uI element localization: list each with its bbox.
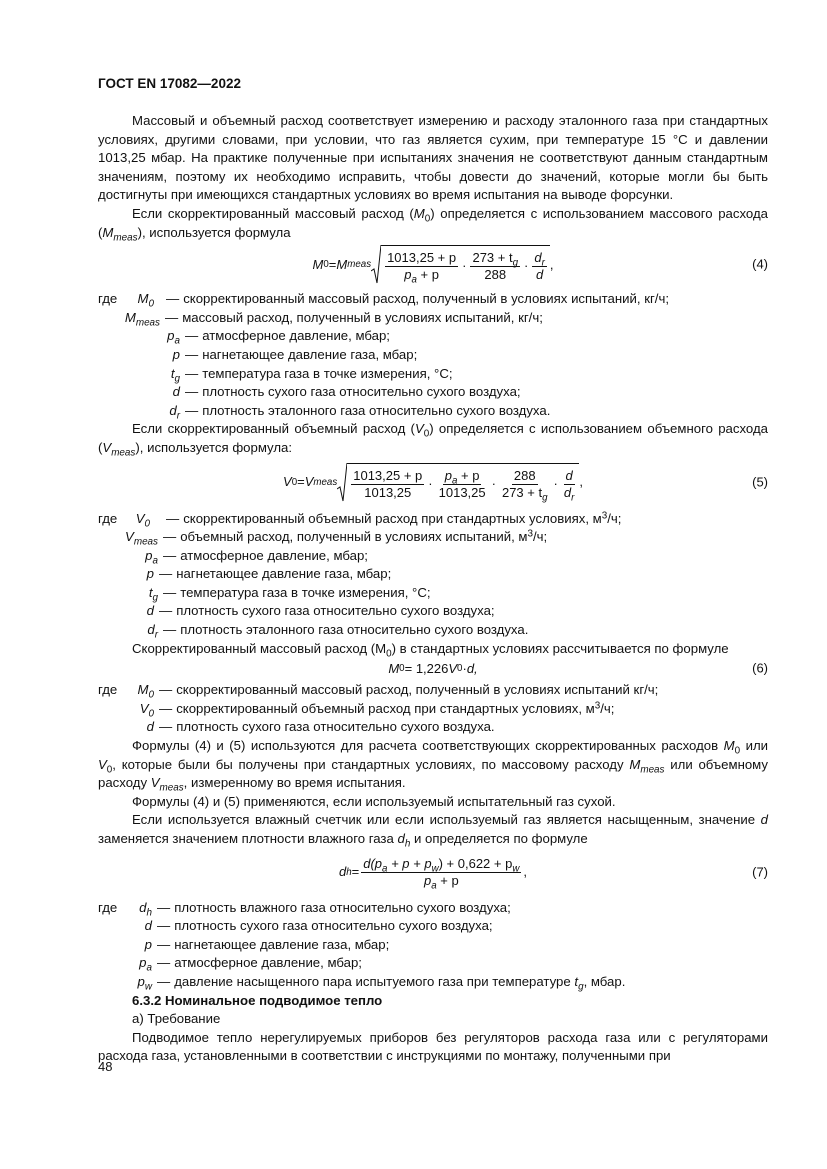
formula-6-number: (6) [752, 660, 768, 676]
definitions-formula-4 [98, 290, 768, 420]
definition-row: $p_a$ — атмосферное давление, мбар; [139, 955, 362, 974]
definition-row: p — нагнетающее давление газа, мбар; [144, 936, 390, 952]
definition-row: d — плотность сухого газа относительно сухого воздуха. [146, 719, 495, 735]
definition-row: $V_0$ — скорректированный объемный расход при стандартных условиях, $м^3/ч$; [139, 700, 615, 720]
paragraph-volume-flow-intro: Если скорректированный объемный расход $(V_0)$ определяется с использованием объемного расхода $(V_{meas})$, используется формула: [98, 421, 768, 459]
definition-row: где $M_0$ — скорректированный массовый расход, полученный в условиях испытаний кг/ч; [98, 682, 659, 701]
sqrt-sign-icon [337, 463, 347, 503]
definition-row: $d_r$ — плотность эталонного газа относительно сухого воздуха. [169, 402, 551, 422]
paragraph-formula-usage: Формулы (4) и (5) используются для расчета соответствующих скорректированных расходов $M_0$ или $V_0$, которые были бы получены при стандартных условиях, по массовому расходу $M_{meas}$ или объемному расходу $V_{meas}$, измеренному во время испытания. [98, 738, 769, 794]
definition-row: d — плотность сухого газа относительно сухого воздуха; [172, 384, 521, 400]
definition-row: p — нагнетающее давление газа, мбар; [146, 566, 392, 582]
formula-4-number: (4) [752, 256, 768, 272]
definition-row: d — плотность сухого газа относительно сухого воздуха; [144, 918, 493, 934]
definitions-formula-6 [98, 681, 768, 737]
paragraph-standard-conditions: Массовый и объемный расход соответствует измерению и расходу эталонного газа при стандартных условиях, другими словами, при условии, что газ является сухим, при температуре 15 °C и давлении 1013,25 мбар. На практике полученные при испытаниях значения не соответствуют данным стандартным значениям, поэтому их необходимо исправить, чтобы довести до значений, которые могли бы быть достигнуты при имеющихся стандартных условиях во время испытания на выводе форсунки. [98, 113, 768, 203]
formula-7: d h = $\frac{d(p_a + p + p_w) + 0,622 + p_w}{p_a + p}$ , (7) [338, 856, 768, 892]
sqrt-sign-icon [371, 245, 381, 285]
definition-row: $V_{meas}$ — объемный расход, полученный в условиях испытаний, $м^3/ч$; [125, 528, 548, 548]
subsection-requirement: а) Требование [132, 1011, 221, 1027]
definition-row: $t_g$ — температура газа в точке измерения, °C; [170, 365, 453, 384]
definition-row: $M_{meas}$ — массовый расход, полученный в условиях испытаний, кг/ч; [124, 309, 543, 329]
section-heading-6-3-2: 6.3.2 Номинальное подводимое тепло [132, 992, 383, 1008]
definitions-formula-5 [98, 510, 768, 640]
definition-row: $p_w$ — давление насыщенного пара испытуемого газа при температуре $t_g$, мбар. [137, 973, 626, 993]
page-number: 48 [98, 1059, 113, 1074]
paragraph-mass-flow-intro: Если скорректированный массовый расход $(M_0)$ определяется с использованием массового расхода $(M_{meas})$, используется формула [98, 205, 768, 244]
paragraph-heat-input: Подводимое тепло нерегулируемых приборов без регуляторов расхода газа или с регуляторами расхода газа, установленными в соответствии с инструкциями по монтажу, полученными при [98, 1029, 768, 1064]
document-code-header: ГОСТ EN 17082—2022 [98, 76, 241, 91]
definition-row: где $V_0$ — скорректированный объемный расход при стандартных условиях, $м^3/ч$; [98, 510, 622, 529]
definition-row: $p_a$ — атмосферное давление, мбар; [145, 547, 368, 567]
paragraph-dry-gas: Формулы (4) и (5) применяются, если используемый испытательный газ сухой. [132, 793, 616, 809]
definition-row: $t_g$ — температура газа в точке измерения, °C; [148, 584, 431, 604]
formula-4: M 0 = M meas $\frac{1013,25 + p}{p_a + p}$ · $\frac{273 + t_g}{288}$ · $\frac{d_r}{d}$ , (4) [98, 242, 768, 288]
definition-row: $d_r$ — плотность эталонного газа относительно сухого воздуха. [147, 622, 529, 641]
definition-row: где $d_h$ — плотность влажного газа относительно сухого воздуха; [98, 899, 511, 919]
formula-5-number: (5) [752, 474, 768, 490]
paragraph-corrected-mass-flow: Скорректированный массовый расход $(M_0)$ в стандартных условиях рассчитывается по формуле [132, 640, 729, 660]
formula-6: M 0 = 1,226 V 0 · d, (6) [98, 659, 768, 679]
definition-row: где $M_0$ — скорректированный массовый расход, полученный в условиях испытаний, кг/ч; [98, 291, 669, 310]
definitions-formula-7 [98, 899, 768, 992]
definition-row: p — нагнетающее давление газа, мбар; [172, 346, 418, 362]
formula-5: V 0 = V meas $\frac{1013,25 + p}{1013,25}$ · $\frac{p_a + p}{1013,25}$ · $\frac{288}{273 + t_g}$ · $\frac{d}{d_r}$ , (5) [98, 458, 768, 508]
formula-7-number: (7) [752, 864, 768, 880]
definition-row: d — плотность сухого газа относительно сухого воздуха; [146, 603, 495, 619]
paragraph-wet-meter: Если используется влажный счетчик или если используемый газ является насыщенным, значение d заменяется значением плотности влажного газа $d_h$ и определяется по формуле [98, 812, 768, 850]
page-content [98, 112, 768, 1066]
definition-row: $p_a$ — атмосферное давление, мбар; [167, 328, 390, 347]
